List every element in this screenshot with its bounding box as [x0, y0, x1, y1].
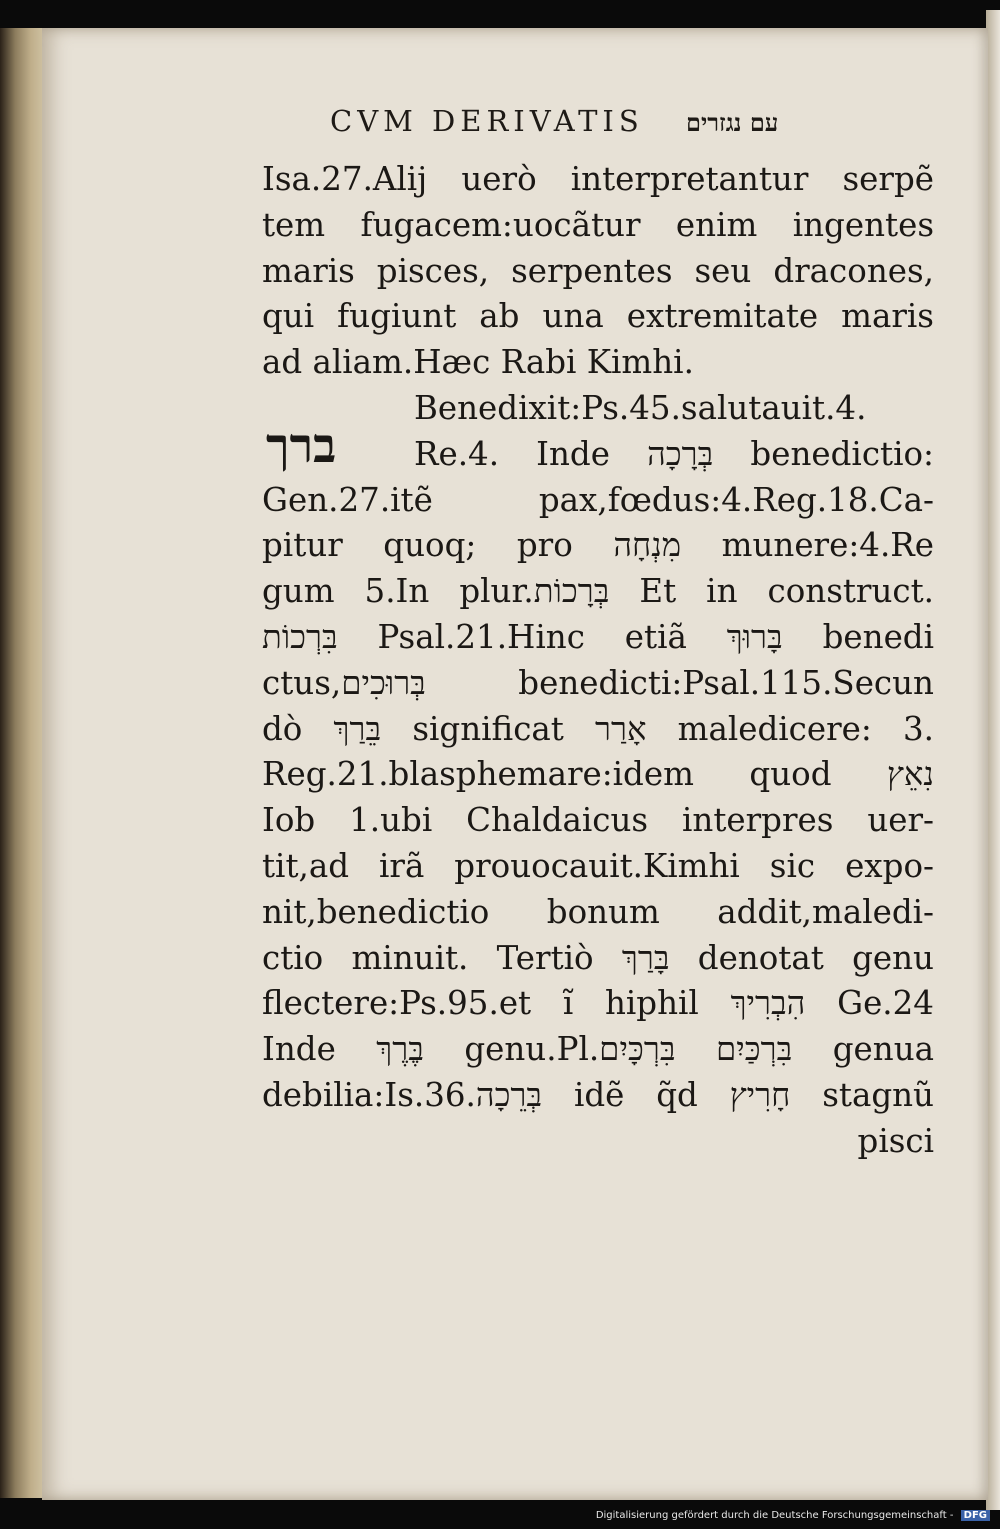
- text-line-5: ad aliam.Hæc Rabi Kimhi.: [262, 343, 694, 382]
- running-header-latin: CVM DERIVATIS: [330, 104, 644, 138]
- text-line-2: tem fugacem:uocãtur enim ingentes: [262, 205, 934, 244]
- text-line-9: pitur quoq; pro מִנְחָה munere:4.Re: [262, 526, 934, 565]
- running-header: [330, 104, 778, 138]
- digitization-credit: [596, 1510, 990, 1521]
- text-line-6: Benedixit:Ps.45.salutauit.4.: [414, 388, 867, 427]
- text-line-11: בִּרְכוֹת Psal.21.Hinc etiã בָּרוּךְ benedi: [262, 617, 934, 656]
- text-line-7: Re.4. Inde בְּרָכָה benedictio:: [414, 434, 934, 473]
- text-line-1: Isa.27.Alij uerò interpretantur serpẽ: [262, 160, 934, 198]
- running-header-hebrew: עם נגזרים: [685, 108, 779, 137]
- text-line-12: ctus,בְּרוּכִים benedicti:Psal.115.Secun: [262, 663, 934, 702]
- page-right-edge: [986, 10, 1000, 1510]
- text-line-18: ctio minuit. Tertiò בָּרַךְ denotat genu: [262, 938, 934, 977]
- book-spine-edge: [0, 28, 44, 1498]
- dfg-logo: DFG: [961, 1510, 990, 1521]
- text-line-19: flectere:Ps.95.et ĩ hiphil הִבְרִיךְ Ge.24: [262, 984, 934, 1023]
- text-line-8: Gen.27.itẽ pax,fœdus:4.Reg.18.Ca-: [262, 480, 934, 519]
- text-line-17: nit,benedictio bonum addit,maledi-: [262, 892, 934, 931]
- catchword: pisci: [857, 1121, 934, 1160]
- text-line-3: maris pisces, serpentes seu dracones,: [262, 251, 934, 290]
- text-line-15: Iob 1.ubi Chaldaicus interpres uer-: [262, 801, 934, 840]
- text-line-10: gum 5.In plur.בְּרָכוֹת Et in construct.: [262, 572, 934, 611]
- text-line-14: Reg.21.blasphemare:idem quod נִאֵץ: [262, 755, 934, 794]
- text-line-21: debilia:Is.36.בְּרֵכָה idẽ q̃d חָרִיץ stagnũ: [262, 1075, 934, 1114]
- entry-headword: ברך: [266, 418, 337, 474]
- credit-text: Digitalisierung gefördert durch die Deutsche Forschungsgemeinschaft -: [595, 1510, 954, 1521]
- body-text: [262, 157, 934, 1165]
- text-line-13: dò בֵּרַךְ significat אָרַר maledicere: 3.: [262, 709, 934, 748]
- text-line-16: tit,ad irã prouocauit.Kimhi sic expo-: [262, 846, 934, 885]
- text-line-20: Inde בֶּרֶךְ genu.Pl.בִּרְכַּיִם בִּרְכָּיִם genua: [262, 1030, 934, 1069]
- text-line-4: qui fugiunt ab una extremitate maris: [262, 297, 934, 336]
